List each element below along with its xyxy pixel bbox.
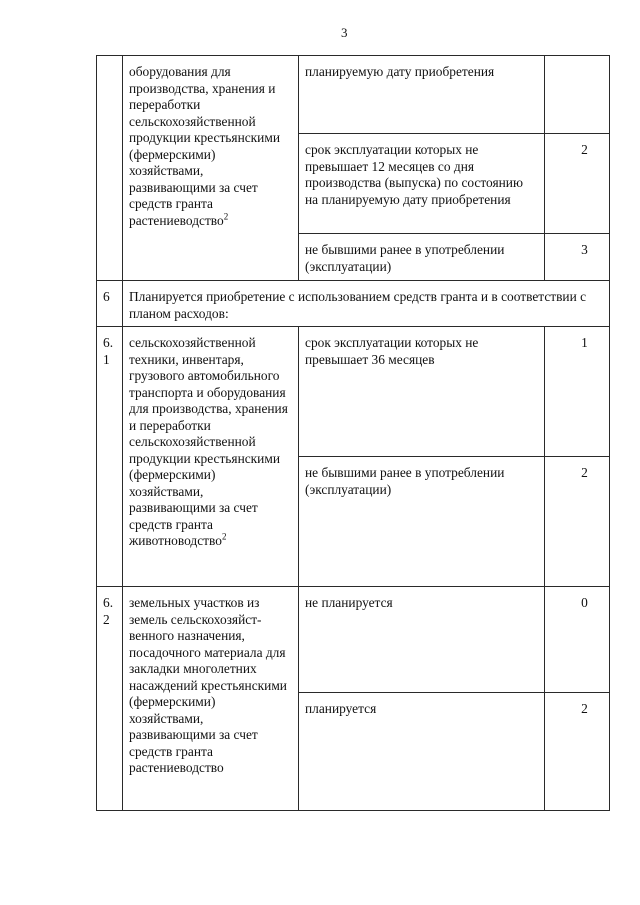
option-text: планируется <box>305 701 377 716</box>
score-value: 2 <box>581 465 588 480</box>
scoring-table <box>96 55 610 811</box>
option-text: не бывшими ранее в употреблении (эксплуатации) <box>305 465 505 497</box>
section-heading: Планируется приобретение с использованием средств гранта и в соответствии с планом расходов: <box>129 289 587 321</box>
criterion-cell <box>123 56 299 281</box>
option-text: планируемую дату приобретения <box>305 64 495 79</box>
table-row <box>97 56 610 134</box>
score-value: 1 <box>581 335 588 350</box>
option-cell <box>299 234 545 281</box>
score-cell <box>545 457 610 587</box>
page-number: 3 <box>341 25 348 40</box>
footnote-marker: 2 <box>221 531 227 542</box>
row-number-cell <box>97 281 123 327</box>
option-text: не бывшими ранее в употреблении (эксплуатации) <box>305 242 505 274</box>
score-value: 2 <box>581 701 588 716</box>
score-value: 3 <box>581 242 588 257</box>
criterion-text: оборудования для производства, хранения и переработки сельскохозяйственной продукции крестьянскими (фермерскими) хозяйствами, развивающими за счет средств гранта растениеводство <box>129 64 280 228</box>
option-text: срок эксплуатации которых не превышает 36 месяцев <box>305 335 479 367</box>
criterion-cell <box>123 327 299 587</box>
score-cell <box>545 56 610 134</box>
option-cell <box>299 587 545 693</box>
score-value: 2 <box>581 142 588 157</box>
option-text: не планируется <box>305 595 393 610</box>
score-cell <box>545 327 610 457</box>
score-cell <box>545 587 610 693</box>
row-number: 6 <box>103 289 110 304</box>
option-cell <box>299 134 545 234</box>
row-number-cell <box>97 327 123 587</box>
option-cell <box>299 457 545 587</box>
table-row <box>97 327 610 457</box>
footnote-marker: 2 <box>223 211 229 222</box>
row-number-cell <box>97 56 123 281</box>
section-heading-cell <box>123 281 610 327</box>
table-row <box>97 281 610 327</box>
score-cell <box>545 693 610 811</box>
row-number-cell <box>97 587 123 811</box>
score-cell <box>545 234 610 281</box>
option-cell <box>299 693 545 811</box>
row-number: 6.1 <box>103 335 114 367</box>
criterion-text: сельскохозяйственной техники, инвентаря, грузового автомобильного транспорта и оборудования для производства, хранения и переработки сельскохозяйственной продукции крестьянскими (фермерскими) хозяйствами, развивающими за счет средств гранта животноводство <box>129 335 288 548</box>
row-number: 6.2 <box>103 595 114 627</box>
option-cell <box>299 56 545 134</box>
option-cell <box>299 327 545 457</box>
option-text: срок эксплуатации которых не превышает 12 месяцев со дня производства (выпуска) по состоянию на планируемую дату приобретения <box>305 142 523 207</box>
criterion-cell <box>123 587 299 811</box>
score-cell <box>545 134 610 234</box>
score-value: 0 <box>581 595 588 610</box>
criterion-text: земельных участков из земель сельскохозяйст-венного назначения, посадочного материала для закладки многолетних насаждений крестьянскими (фермерскими) хозяйствами, развивающими за счет средств гранта растениеводство <box>129 595 287 775</box>
table-row <box>97 587 610 693</box>
